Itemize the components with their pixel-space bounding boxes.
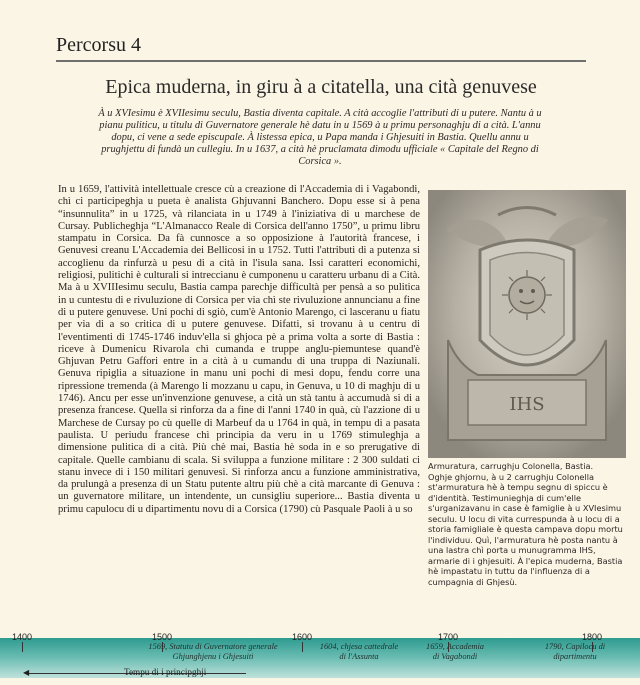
tick-1600: 1600: [292, 632, 313, 642]
tick-1700: 1700: [438, 632, 459, 642]
timeline-event: [415, 642, 495, 662]
chapter-heading: Epica muderna, in giru à a citatella, una cità genuvese: [105, 76, 537, 98]
ihs-monogram: IHS: [509, 394, 545, 415]
section-title: Percorsu 4: [56, 34, 141, 56]
tick-1500: 1500: [152, 632, 173, 642]
photo-caption: [428, 461, 628, 587]
timeline-span: [23, 667, 246, 680]
event-line: 1604, chjesa cattedrale: [319, 642, 399, 651]
caption-text: Oghje ghjornu, à u 2 carrughju Colonella st'armuratura hè à tempu segnu di spiccu è d'identità. Testimunieghja di cum'elle s'urganizavanu in case è famiglie à u XVIesimu seculu. U locu di vita currespunda à u locu di a storia famigliale è questa campava dopu mortu l'individuu. Quì, l'armuratura hè posta nantu à una lastra chì porta u munugramma IHS, armarie di i ghjesuiti. À l'epica muderna, Bastia hè impastatu in tuttu da l'influenza di a cumpagnia di Ghjesù.: [428, 471, 623, 587]
tick-1400: 1400: [12, 632, 33, 642]
timeline: [0, 632, 640, 685]
intro-paragraph: À u XVIesimu è XVIIesimu seculu, Bastia diventa capitale. A cità accoglie l'attributi di u putere. Nantu à u pianu puliticu, u titulu di Guvernatore generale hè datu in u 1569 à u primu personaghju di a cità. L'annu dopu, ci vene a sede episcupale. À listessa epica, u Papa manda i Ghjesuiti in Bastia. Quellu annu u prughjettu di fundà un cullegiu. In u 1637, a cità hè pruclamata dimodu ufficiale « Capitale del Regno di Corsica ».: [98, 108, 542, 167]
event-line: di l'Assunta: [339, 652, 379, 661]
tick-1800: 1800: [582, 632, 603, 642]
event-line: di Vagabondi: [432, 652, 478, 661]
event-line: 1790, Capilocu di: [544, 642, 606, 651]
event-line: 1569, Statutu di Guvernatore generale: [148, 642, 278, 651]
coat-of-arms-illustration: [428, 190, 626, 458]
caption-title: Armuratura, carrughju Colonella, Bastia.: [428, 461, 594, 471]
event-line: 1659, Accademia: [426, 642, 484, 651]
page-header: [56, 34, 586, 62]
main-article-text: In u 1659, l'attività intellettuale cresce cù a creazione di l'Accademia di i Vagabondi, chì ci participeghja u pueta è analista Ghjuvanni Banchero. Dopu esse si à pena “insunnulita” in u 1725, và rilanciata in u 1749 à l'iniziativa di u marchese de Cursay. Publicheghja “L'Almanacco Reale di Corsica dell'anno 1750”, u primu libru stampatu in Corsica. Da fà cunnosce a so opposizione à l'autorità francese, i Genuvesi creanu L'Accademia dei Bellicosi in u 1752. Tutti l'attributi di a putenza si accoglienu da rinfurzà u pesu di a cità in l'isula sana. Issi caratteri economichi, religiosi, pulitichi è culturali si intreccianu è cumponenu u caratteru urbanu di a Cità. Ma à u XVIIIesimu seculu, Bastia campa parechje difficultà per pensà a so pulitica in u cuntestu di e rivuluzione di Corsica per via chì ste rivuluzione annuncianu a fine di u putere genuvese. Uni pochi di sgiò, cum'è Antonio Marengo, ci lasceranu u fiatu per via di a so critica di u putere genuvese. Difatti, si trovanu à u centru di l'eventimenti di 1745-1746 induv'ella si ghjoca pè a prima volta a sorte di Bastia : riceve à Dumenicu Rivarola chì cumanda e truppe anglu-piemuntese quand'è Ghjuvan Petru Gaffori entre in a cità à u cumandu di una truppa di Naziunali. Genuva ripiglia a situazione in manu uni pochi di mesi dopu, fendu corre una ripressione tremenda (à Marengo li mozzanu u capu, in Genuva, u 10 di maghju di u 1746). Ancu per esse un'invenzione genuvese, a cità un stà tantu à accumudà si di a presenza francese. Quella si rinforza da a fine di l'anni 1740 in quà, cù l'azzione di u Marchese de Cursay po cù quelle di Marbeuf da u 1764 in quà, in tempu di a pasata paulista. U periudu francese chì principia da veru in u 1769 stimuleghja a dimensione pulitica di a cità. Più chè mai, Bastia hè soda in e so prerugative di capitale. Quelle cambianu di scala. Si sviluppa a funzione militare : 2 300 suldati ci stanu invece di i 150 militari genuvesi. Si rinforza ancu a funzione amministrativa, da prulungà a presenza di un Statu putente altru più chè a cità marcante di Genuva : un guvernatore militare, un intendente, un cunsigliu superiore... Bastia diventa u primu capulocu di u dipartimentu novu di a Corsica (1790) cù Pasquale Paoli à u so: [58, 184, 420, 515]
event-line: dipartimentu: [553, 652, 597, 661]
arrow-left-icon: ◀: [23, 668, 30, 677]
timeline-event: [304, 642, 414, 662]
tick-mark-1400: [22, 642, 23, 652]
event-line: Ghjunghjenu i Ghjesuiti: [172, 652, 254, 661]
tick-mark-1600: [302, 642, 303, 652]
timeline-event: [128, 642, 298, 662]
span-label-text: Tempu di i principghji: [124, 667, 207, 677]
timeline-event: [520, 642, 630, 662]
coat-of-arms-photo: [428, 190, 626, 458]
